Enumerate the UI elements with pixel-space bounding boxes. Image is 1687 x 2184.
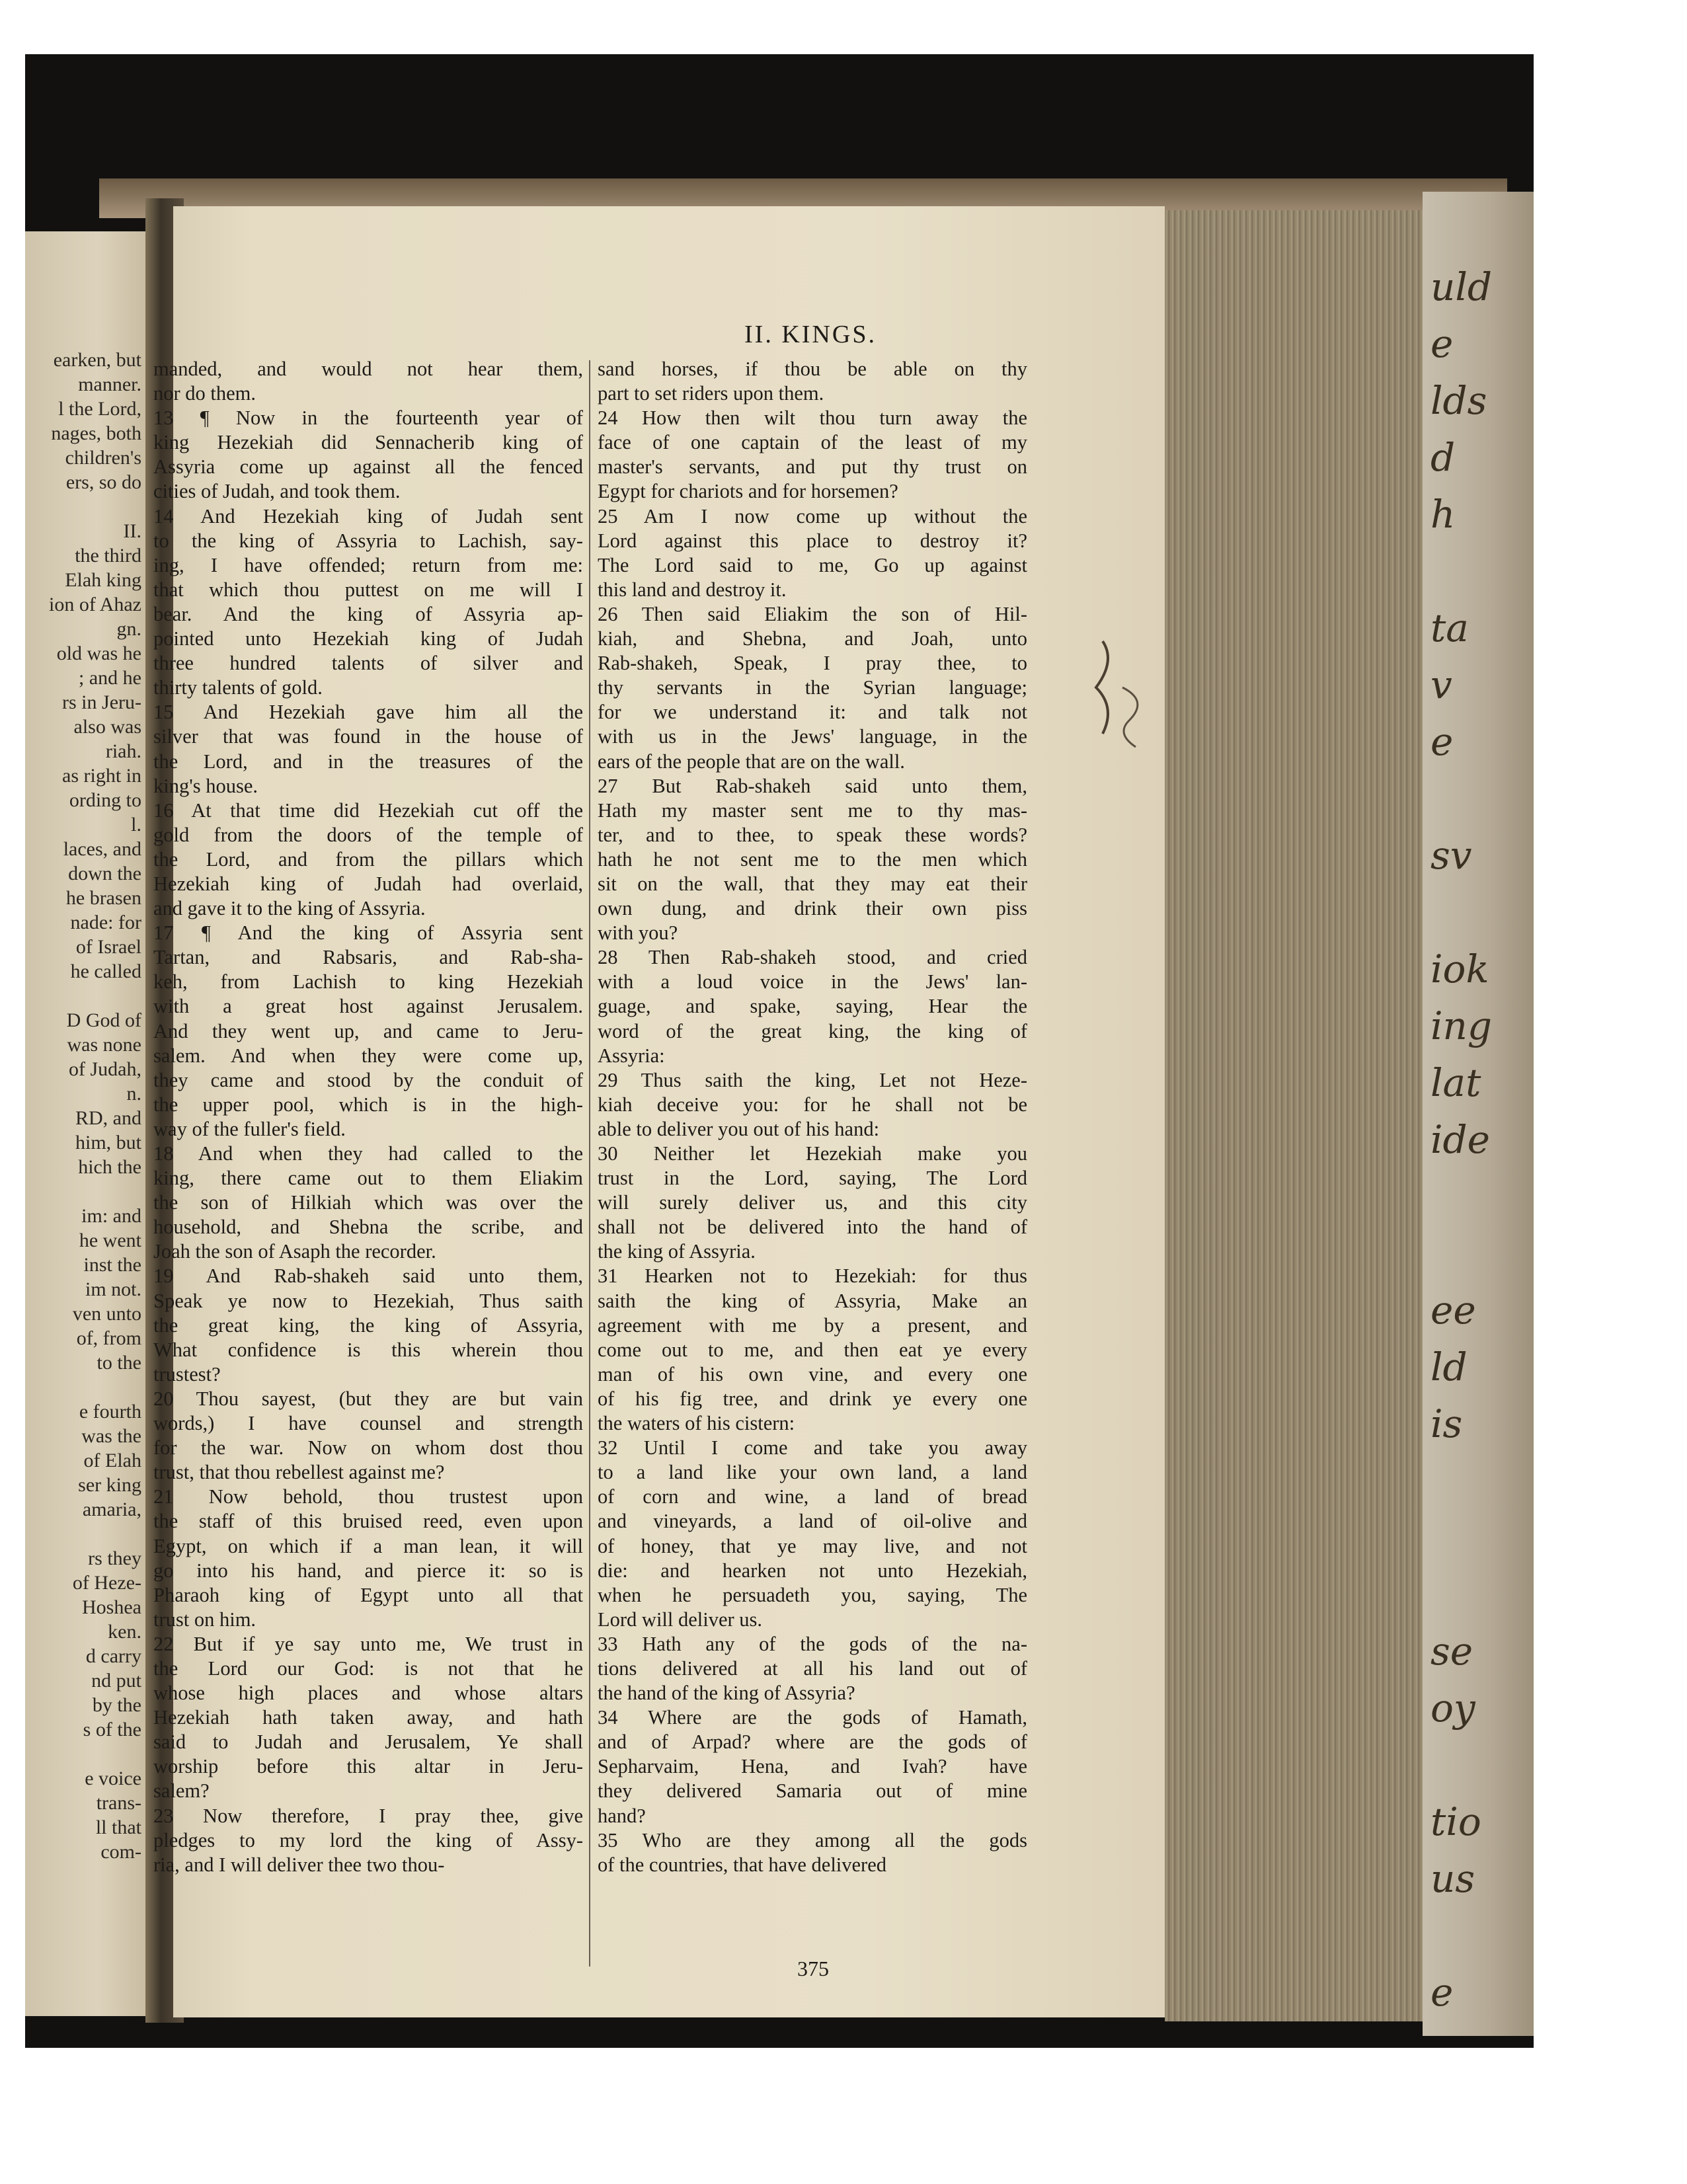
text-line: part to set riders upon them.	[598, 382, 824, 405]
text-line: way of the fuller's field.	[153, 1117, 346, 1140]
previous-page-fragment: e voice	[85, 1768, 141, 1789]
previous-page-fragment: ording to	[69, 789, 141, 811]
text-line: gold from the doors of the temple of	[153, 823, 583, 846]
text-line: Hath my master sent me to thy mas-	[598, 799, 1027, 822]
text-line: they delivered Samaria out of mine	[598, 1779, 1027, 1803]
text-line: and of Arpad? where are the gods of	[598, 1731, 1027, 1754]
previous-page-fragment: of, from	[76, 1327, 141, 1349]
handwritten-fragment: sv	[1431, 833, 1472, 878]
handwritten-fragment: uld	[1431, 264, 1493, 309]
text-line: come out to me, and then eat ye every	[598, 1338, 1027, 1361]
running-head	[0, 320, 1687, 349]
text-line: 26 Then said Eliakim the son of Hil-	[598, 602, 1027, 625]
text-line: bear. And the king of Assyria ap-	[153, 602, 583, 625]
previous-page-fragment: of Heze-	[72, 1572, 141, 1594]
previous-page-fragment: nade: for	[70, 912, 141, 933]
handwritten-fragment: ing	[1431, 1003, 1493, 1048]
previous-page-fragment: was none	[67, 1034, 141, 1056]
previous-page-fragment: gn.	[116, 618, 141, 640]
text-line: able to deliver you out of his hand:	[598, 1117, 880, 1140]
text-line: the Lord our God: is not that he	[153, 1657, 583, 1680]
text-line: go into his hand, and pierce it: so is	[153, 1559, 583, 1582]
previous-page-strip	[25, 231, 145, 2016]
text-line: thy servants in the Syrian language;	[598, 676, 1027, 699]
handwritten-fragment: ee	[1431, 1288, 1476, 1333]
text-line: worship before this altar in Jeru-	[153, 1755, 583, 1778]
text-line: 15 And Hezekiah gave him all the	[153, 701, 583, 724]
text-line: trustest?	[153, 1362, 221, 1385]
handwritten-fragment: se	[1431, 1629, 1473, 1674]
text-line: ears of the people that are on the wall.	[598, 750, 905, 773]
text-line: thirty talents of gold.	[153, 676, 323, 699]
text-line: 13 ¶ Now in the fourteenth year of	[153, 407, 583, 430]
previous-page-fragment: ken.	[108, 1621, 141, 1643]
text-line: and gave it to the king of Assyria.	[153, 897, 426, 920]
handwritten-fragment: lat	[1431, 1060, 1481, 1105]
text-line: when he persuadeth you, saying, The	[598, 1583, 1027, 1606]
text-line: sit on the wall, that they may eat their	[598, 872, 1027, 895]
text-line: master's servants, and put thy trust on	[598, 455, 1027, 479]
text-line: they came and stood by the conduit of	[153, 1068, 583, 1091]
text-column-right	[598, 357, 1027, 1877]
page-number: 375	[797, 1957, 829, 1980]
text-line: saith the king of Assyria, Make an	[598, 1289, 1027, 1312]
text-line: face of one captain of the least of my	[598, 431, 1027, 454]
text-line: three hundred talents of silver and	[153, 652, 583, 675]
text-line: the Lord, and from the pillars which	[153, 847, 583, 871]
text-line: Lord will deliver us.	[598, 1608, 763, 1631]
text-line: of honey, that ye may live, and not	[598, 1534, 1027, 1557]
previous-page-fragment: rs they	[88, 1547, 141, 1569]
text-line: 29 Thus saith the king, Let not Heze-	[598, 1068, 1027, 1091]
text-line: man of his own vine, and every one	[598, 1362, 1027, 1385]
text-line: Rab-shakeh, Speak, I pray thee, to	[598, 652, 1027, 675]
handwritten-fragment: ta	[1431, 605, 1469, 650]
text-line: die: and hearken not unto Hezekiah,	[598, 1559, 1027, 1582]
text-line: king Hezekiah did Sennacherib king of	[153, 431, 583, 454]
previous-page-fragment: d carry	[85, 1645, 141, 1667]
text-line: agreement with me by a present, and	[598, 1313, 1027, 1337]
page-fore-edge	[1165, 210, 1423, 2021]
previous-page-fragment: earken, but	[53, 349, 141, 371]
text-line: cities of Judah, and took them.	[153, 480, 401, 503]
text-line: silver that was found in the house of	[153, 725, 583, 748]
text-line: household, and Shebna the scribe, and	[153, 1216, 583, 1239]
text-line: the upper pool, which is in the high-	[153, 1093, 583, 1116]
text-line: 23 Now therefore, I pray thee, give	[153, 1804, 583, 1827]
text-line: whose high places and whose altars	[153, 1682, 583, 1705]
previous-page-fragment: l the Lord,	[58, 398, 141, 420]
column-divider	[589, 360, 590, 1967]
handwritten-fragment: us	[1431, 1856, 1475, 1901]
text-line: 21 Now behold, thou trustest upon	[153, 1485, 583, 1508]
text-line: pledges to my lord the king of Assy-	[153, 1828, 583, 1852]
text-line: of his fig tree, and drink ye every one	[598, 1387, 1027, 1410]
previous-page-fragment: inst the	[83, 1254, 141, 1276]
handwritten-fragment: ide	[1431, 1117, 1491, 1162]
text-column-left	[153, 357, 583, 1877]
handwritten-fragment: d	[1431, 435, 1456, 480]
text-line: Sepharvaim, Hena, and Ivah? have	[598, 1755, 1027, 1778]
previous-page-fragment: rs in Jeru-	[62, 691, 141, 713]
text-line: 34 Where are the gods of Hamath,	[598, 1706, 1027, 1729]
text-line: 28 Then Rab-shakeh stood, and cried	[598, 946, 1027, 969]
text-line: Pharaoh king of Egypt unto all that	[153, 1583, 583, 1606]
previous-page-fragment: by the	[92, 1694, 141, 1716]
text-line: 19 And Rab-shakeh said unto them,	[153, 1265, 583, 1288]
text-line: hath he not sent me to the men which	[598, 847, 1027, 871]
previous-page-fragment: of Elah	[83, 1450, 141, 1471]
previous-page-fragment: he brasen	[65, 887, 141, 909]
text-line: Lord against this place to destroy it?	[598, 529, 1027, 552]
text-line: of the countries, that have delivered	[598, 1853, 886, 1876]
previous-page-fragment: of Israel	[75, 936, 141, 958]
previous-page-fragment: RD, and	[75, 1107, 141, 1129]
cover-edge	[1423, 192, 1534, 2036]
previous-page-fragment: down the	[68, 863, 141, 884]
previous-page-fragment: nd put	[91, 1670, 141, 1692]
handwritten-fragment: iok	[1431, 947, 1489, 992]
previous-page-fragment: ; and he	[79, 667, 141, 689]
text-line: The Lord said to me, Go up against	[598, 553, 1027, 576]
previous-page-fragment: as right in	[62, 765, 141, 787]
previous-page-fragment: ion of Ahaz	[49, 594, 141, 615]
previous-page-fragment: he called	[70, 960, 141, 982]
previous-page-fragment: the third	[75, 545, 141, 566]
text-line: for the war. Now on whom dost thou	[153, 1436, 583, 1460]
previous-page-fragment: im: and	[81, 1205, 141, 1227]
previous-page-fragment: amaria,	[82, 1499, 141, 1520]
text-line: words,) I have counsel and strength	[153, 1412, 583, 1435]
previous-page-fragment: laces, and	[63, 838, 141, 860]
text-line: of corn and wine, a land of bread	[598, 1485, 1027, 1508]
text-line: 20 Thou sayest, (but they are but vain	[153, 1387, 583, 1410]
text-line: 17 ¶ And the king of Assyria sent	[153, 921, 583, 945]
text-line: own dung, and drink their own piss	[598, 897, 1027, 920]
text-line: 22 But if ye say unto me, We trust in	[153, 1632, 583, 1655]
text-line: trust, that thou rebellest against me?	[153, 1461, 445, 1484]
text-line: 25 Am I now come up without the	[598, 504, 1027, 527]
text-line: 33 Hath any of the gods of the na-	[598, 1632, 1027, 1655]
previous-page-fragment: n.	[126, 1083, 141, 1105]
text-line: manded, and would not hear them,	[153, 358, 583, 380]
text-line: Egypt for chariots and for horsemen?	[598, 480, 898, 503]
previous-page-fragment: s of the	[83, 1719, 141, 1740]
text-line: And they went up, and came to Jeru-	[153, 1019, 583, 1042]
text-line: shall not be delivered into the hand of	[598, 1216, 1027, 1239]
handwritten-fragment: ld	[1431, 1345, 1468, 1389]
previous-page-fragment: old was he	[56, 643, 141, 664]
text-line: tions delivered at all his land out of	[598, 1657, 1027, 1680]
text-line: the Lord, and in the treasures of the	[153, 750, 583, 773]
previous-page-fragment: to the	[97, 1352, 141, 1374]
previous-page-fragment: II.	[123, 520, 141, 542]
text-line: pointed unto Hezekiah king of Judah	[153, 627, 583, 650]
text-line: the king of Assyria.	[598, 1240, 756, 1263]
previous-page-fragment: also was	[73, 716, 141, 738]
previous-page-fragment: ser king	[78, 1474, 141, 1496]
text-line: 35 Who are they among all the gods	[598, 1828, 1027, 1852]
handwritten-fragment: e	[1431, 321, 1454, 366]
text-line: that which thou puttest on me will I	[153, 578, 583, 601]
previous-page-fragment: nages, both	[51, 422, 141, 444]
text-line: for we understand it: and talk not	[598, 701, 1027, 724]
previous-page-fragment: him, but	[75, 1132, 141, 1153]
text-line: kiah deceive you: for he shall not be	[598, 1093, 1027, 1116]
text-line: Hezekiah hath taken away, and hath	[153, 1706, 583, 1729]
previous-page-fragment: im not.	[85, 1278, 141, 1300]
previous-page-fragment: manner.	[78, 373, 141, 395]
previous-page-fragment: of Judah,	[69, 1058, 141, 1080]
text-line: 24 How then wilt thou turn away the	[598, 407, 1027, 430]
handwritten-fragment: v	[1431, 662, 1452, 707]
previous-page-fragment: Hoshea	[82, 1596, 141, 1618]
previous-page-fragment: l.	[131, 814, 141, 836]
previous-page-fragment: e fourth	[79, 1401, 141, 1423]
text-line: word of the great king, the king of	[598, 1019, 1027, 1042]
previous-page-fragment: riah.	[105, 740, 141, 762]
text-line: salem?	[153, 1779, 210, 1803]
text-line: ing, I have offended; return from me:	[153, 553, 583, 576]
text-line: to a land like your own land, a land	[598, 1461, 1027, 1484]
text-line: sand horses, if thou be able on thy	[598, 358, 1027, 380]
text-line: 14 And Hezekiah king of Judah sent	[153, 504, 583, 527]
text-line: ter, and to thee, to speak these words?	[598, 823, 1027, 846]
previous-page-fragment: ers, so do	[65, 471, 141, 493]
previous-page-fragment: trans-	[96, 1792, 141, 1814]
previous-page-fragment: D God of	[66, 1009, 141, 1031]
text-line: trust on him.	[153, 1608, 256, 1631]
text-line: this land and destroy it.	[598, 578, 787, 601]
previous-page-fragment: hich the	[78, 1156, 141, 1178]
previous-page-fragment: com-	[100, 1841, 141, 1863]
previous-page-fragment: was the	[81, 1425, 141, 1447]
text-line: will surely deliver us, and this city	[598, 1191, 1027, 1214]
text-line: nor do them.	[153, 382, 256, 405]
handwritten-fragment: e	[1431, 1970, 1454, 2015]
text-line: king, there came out to them Eliakim	[153, 1167, 583, 1190]
text-line: 30 Neither let Hezekiah make you	[598, 1142, 1027, 1165]
text-line: and vineyards, a land of oil-olive and	[598, 1510, 1027, 1533]
previous-page-fragment: ven unto	[72, 1303, 141, 1325]
previous-page-fragment: Elah king	[65, 569, 141, 591]
text-line: 18 And when they had called to the	[153, 1142, 583, 1165]
handwritten-fragment: e	[1431, 719, 1454, 764]
text-line: 32 Until I come and take you away	[598, 1436, 1027, 1460]
handwritten-fragment: tio	[1431, 1799, 1481, 1844]
text-line: hand?	[598, 1804, 646, 1827]
text-line: Assyria:	[598, 1044, 665, 1067]
text-line: Joah the son of Asaph the recorder.	[153, 1240, 436, 1263]
text-line: said to Judah and Jerusalem, Ye shall	[153, 1731, 583, 1754]
handwritten-fragment: is	[1431, 1401, 1463, 1446]
text-line: Hezekiah king of Judah had overlaid,	[153, 872, 583, 895]
text-line: with a loud voice in the Jews' lan-	[598, 970, 1027, 994]
text-line: the hand of the king of Assyria?	[598, 1682, 855, 1705]
handwritten-fragment: oy	[1431, 1686, 1475, 1731]
previous-page-fragment: children's	[65, 447, 141, 469]
text-line: ria, and I will deliver thee two thou-	[153, 1853, 445, 1876]
margin-bracket-mark	[1076, 635, 1156, 806]
text-line: keh, from Lachish to king Hezekiah	[153, 970, 583, 994]
text-line: 31 Hearken not to Hezekiah: for thus	[598, 1265, 1027, 1288]
text-line: Egypt, on which if a man lean, it will	[153, 1534, 583, 1557]
text-line: the great king, the king of Assyria,	[153, 1313, 583, 1337]
text-line: Speak ye now to Hezekiah, Thus saith	[153, 1289, 583, 1312]
previous-page-fragment: ll that	[95, 1816, 141, 1838]
text-line: with you?	[598, 921, 678, 945]
running-head-title: II. KINGS.	[744, 321, 877, 348]
text-line: with us in the Jews' language, in the	[598, 725, 1027, 748]
text-line: king's house.	[153, 774, 258, 797]
text-line: with a great host against Jerusalem.	[153, 995, 583, 1018]
text-line: Tartan, and Rabsaris, and Rab-sha-	[153, 946, 583, 969]
text-line: the staff of this bruised reed, even upon	[153, 1510, 583, 1533]
text-line: the son of Hilkiah which was over the	[153, 1191, 583, 1214]
text-line: trust in the Lord, saying, The Lord	[598, 1167, 1027, 1190]
text-line: 27 But Rab-shakeh said unto them,	[598, 774, 1027, 797]
handwritten-fragment: h	[1431, 492, 1456, 537]
handwritten-fragment: lds	[1431, 378, 1487, 423]
text-line: salem. And when they were come up,	[153, 1044, 583, 1067]
text-line: 16 At that time did Hezekiah cut off the	[153, 799, 583, 822]
text-line: Assyria come up against all the fenced	[153, 455, 583, 479]
text-line: kiah, and Shebna, and Joah, unto	[598, 627, 1027, 650]
text-line: the waters of his cistern:	[598, 1412, 795, 1435]
previous-page-fragment: he went	[79, 1229, 141, 1251]
text-line: guage, and spake, saying, Hear the	[598, 995, 1027, 1018]
text-line: to the king of Assyria to Lachish, say-	[153, 529, 583, 552]
text-line: What confidence is this wherein thou	[153, 1338, 583, 1361]
